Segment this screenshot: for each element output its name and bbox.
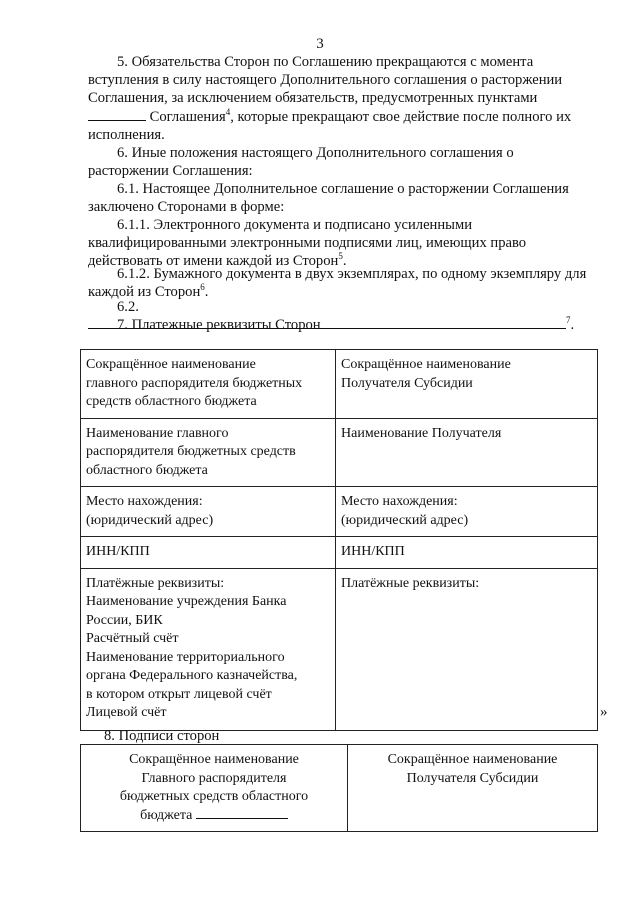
cell-line: главного распорядителя бюджетных — [86, 375, 303, 391]
page-number: 3 — [316, 36, 324, 52]
table-row — [81, 350, 598, 419]
cell-line: ИНН/КПП — [86, 544, 150, 559]
signature-blank[interactable] — [196, 818, 288, 819]
cell-line: (юридический адрес) — [86, 512, 214, 528]
table-row — [81, 745, 598, 832]
fill-in-blank[interactable] — [88, 120, 146, 121]
section-6-1-1-line: квалифицированными электронными подписями лиц, имеющих право — [88, 235, 527, 252]
section-6-line: 6. Иные положения настоящего Дополнительного соглашения о — [117, 145, 514, 161]
footnote-ref: 7 — [566, 315, 571, 326]
requisites-cell — [336, 568, 598, 731]
section-7-title: 7. Платежные реквизиты Сторон — [117, 317, 321, 333]
cell-line: Главного распорядителя — [141, 770, 287, 786]
requisites-table — [80, 349, 598, 731]
section-8-title: 8. Подписи сторон — [104, 728, 220, 744]
table-row — [81, 568, 598, 731]
section-6-1-2-line: 6.1.2. Бумажного документа в двух экземплярах, по одному экземпляру для — [117, 266, 587, 282]
section-6-1-1-line: 6.1.1. Электронного документа и подписано усиленными — [117, 217, 473, 233]
section-6 — [88, 144, 612, 180]
section-6-1-line: заключено Сторонами в форме: — [88, 199, 285, 216]
section-6-1-1-text: действовать от имени каждой из Сторон — [88, 253, 339, 270]
section-5-text: Соглашения — [149, 108, 226, 125]
cell-line: (юридический адрес) — [341, 512, 469, 528]
section-6-2-label: 6.2. — [117, 299, 139, 315]
cell-line: Платёжные реквизиты: — [341, 575, 480, 591]
section-5-line: Соглашения, за исключением обязательств, предусмотренных пунктами — [88, 90, 538, 107]
cell-line — [87, 807, 341, 826]
signature-cell — [81, 745, 348, 832]
section-5-text: , которые прекращают свое действие после полного их — [230, 108, 572, 125]
table-row — [81, 537, 598, 569]
section-6-1-2 — [88, 265, 612, 301]
signature-cell — [348, 745, 598, 832]
footnote-ref: 4 — [225, 106, 231, 117]
signature-text: бюджета — [140, 807, 193, 823]
cell-line: Наименование учреждения Банка — [86, 594, 287, 609]
signatures-table — [80, 744, 598, 832]
section-6-1-line: 6.1. Настоящее Дополнительное соглашение о расторжении Соглашения — [117, 181, 569, 197]
requisites-cell — [81, 487, 336, 537]
requisites-cell — [336, 487, 598, 537]
cell-line: Сокращённое наименование — [341, 357, 511, 372]
section-6-2-end: . — [570, 317, 575, 334]
section-6-1 — [88, 180, 612, 216]
cell-line: Сокращённое наименование — [129, 752, 299, 767]
cell-line: Расчётный счёт — [86, 631, 179, 646]
requisites-cell — [336, 350, 598, 419]
cell-line: Место нахождения: — [341, 494, 458, 509]
section-5 — [88, 53, 612, 144]
table-row — [81, 487, 598, 537]
requisites-cell — [81, 568, 336, 731]
cell-line: распорядителя бюджетных средств — [86, 444, 296, 459]
cell-line: бюджетных средств областного — [119, 789, 309, 804]
section-5-line: 5. Обязательства Сторон по Соглашению прекращаются с момента — [117, 54, 534, 70]
cell-line: Наименование территориального — [86, 649, 285, 665]
table-row — [81, 418, 598, 487]
cell-line: Получателя Субсидии — [341, 375, 473, 391]
cell-line: областного бюджета — [86, 462, 208, 478]
footnote-ref: 5 — [338, 251, 343, 262]
requisites-cell — [336, 418, 598, 487]
requisites-cell — [336, 537, 598, 569]
cell-line: в котором открыт лицевой счёт — [86, 686, 272, 702]
section-5-line: вступления в силу настоящего Дополнительного соглашения о расторжении — [88, 72, 563, 89]
requisites-cell — [81, 537, 336, 569]
cell-line: Лицевой счёт — [86, 705, 167, 720]
closing-quote: » — [600, 704, 608, 720]
cell-line: средств областного бюджета — [86, 394, 257, 409]
cell-line: Получателя Субсидии — [406, 770, 539, 786]
section-6-1-2-text: каждой из Сторон — [88, 284, 201, 301]
cell-line: Платёжные реквизиты: — [86, 575, 225, 591]
section-6-line: расторжении Соглашения: — [88, 163, 253, 180]
section-6-1-2-text: . — [204, 284, 209, 301]
cell-line: Сокращённое наименование — [387, 752, 558, 767]
section-7 — [88, 316, 612, 334]
cell-line: Наименование Получателя — [341, 425, 502, 441]
section-6-1-1-text: . — [342, 253, 347, 270]
cell-line: России, БИК — [86, 612, 163, 628]
cell-line: органа Федерального казначейства, — [86, 668, 298, 683]
footnote-ref: 6 — [200, 282, 205, 293]
section-6-1-1 — [88, 216, 612, 271]
section-5-line — [88, 108, 612, 126]
requisites-cell — [81, 418, 336, 487]
cell-line: ИНН/КПП — [341, 544, 405, 559]
cell-line: Сокращённое наименование — [86, 357, 256, 372]
section-5-line: исполнения. — [88, 126, 165, 143]
requisites-cell — [81, 350, 336, 419]
cell-line: Наименование главного — [86, 425, 229, 441]
cell-line: Место нахождения: — [86, 494, 203, 509]
